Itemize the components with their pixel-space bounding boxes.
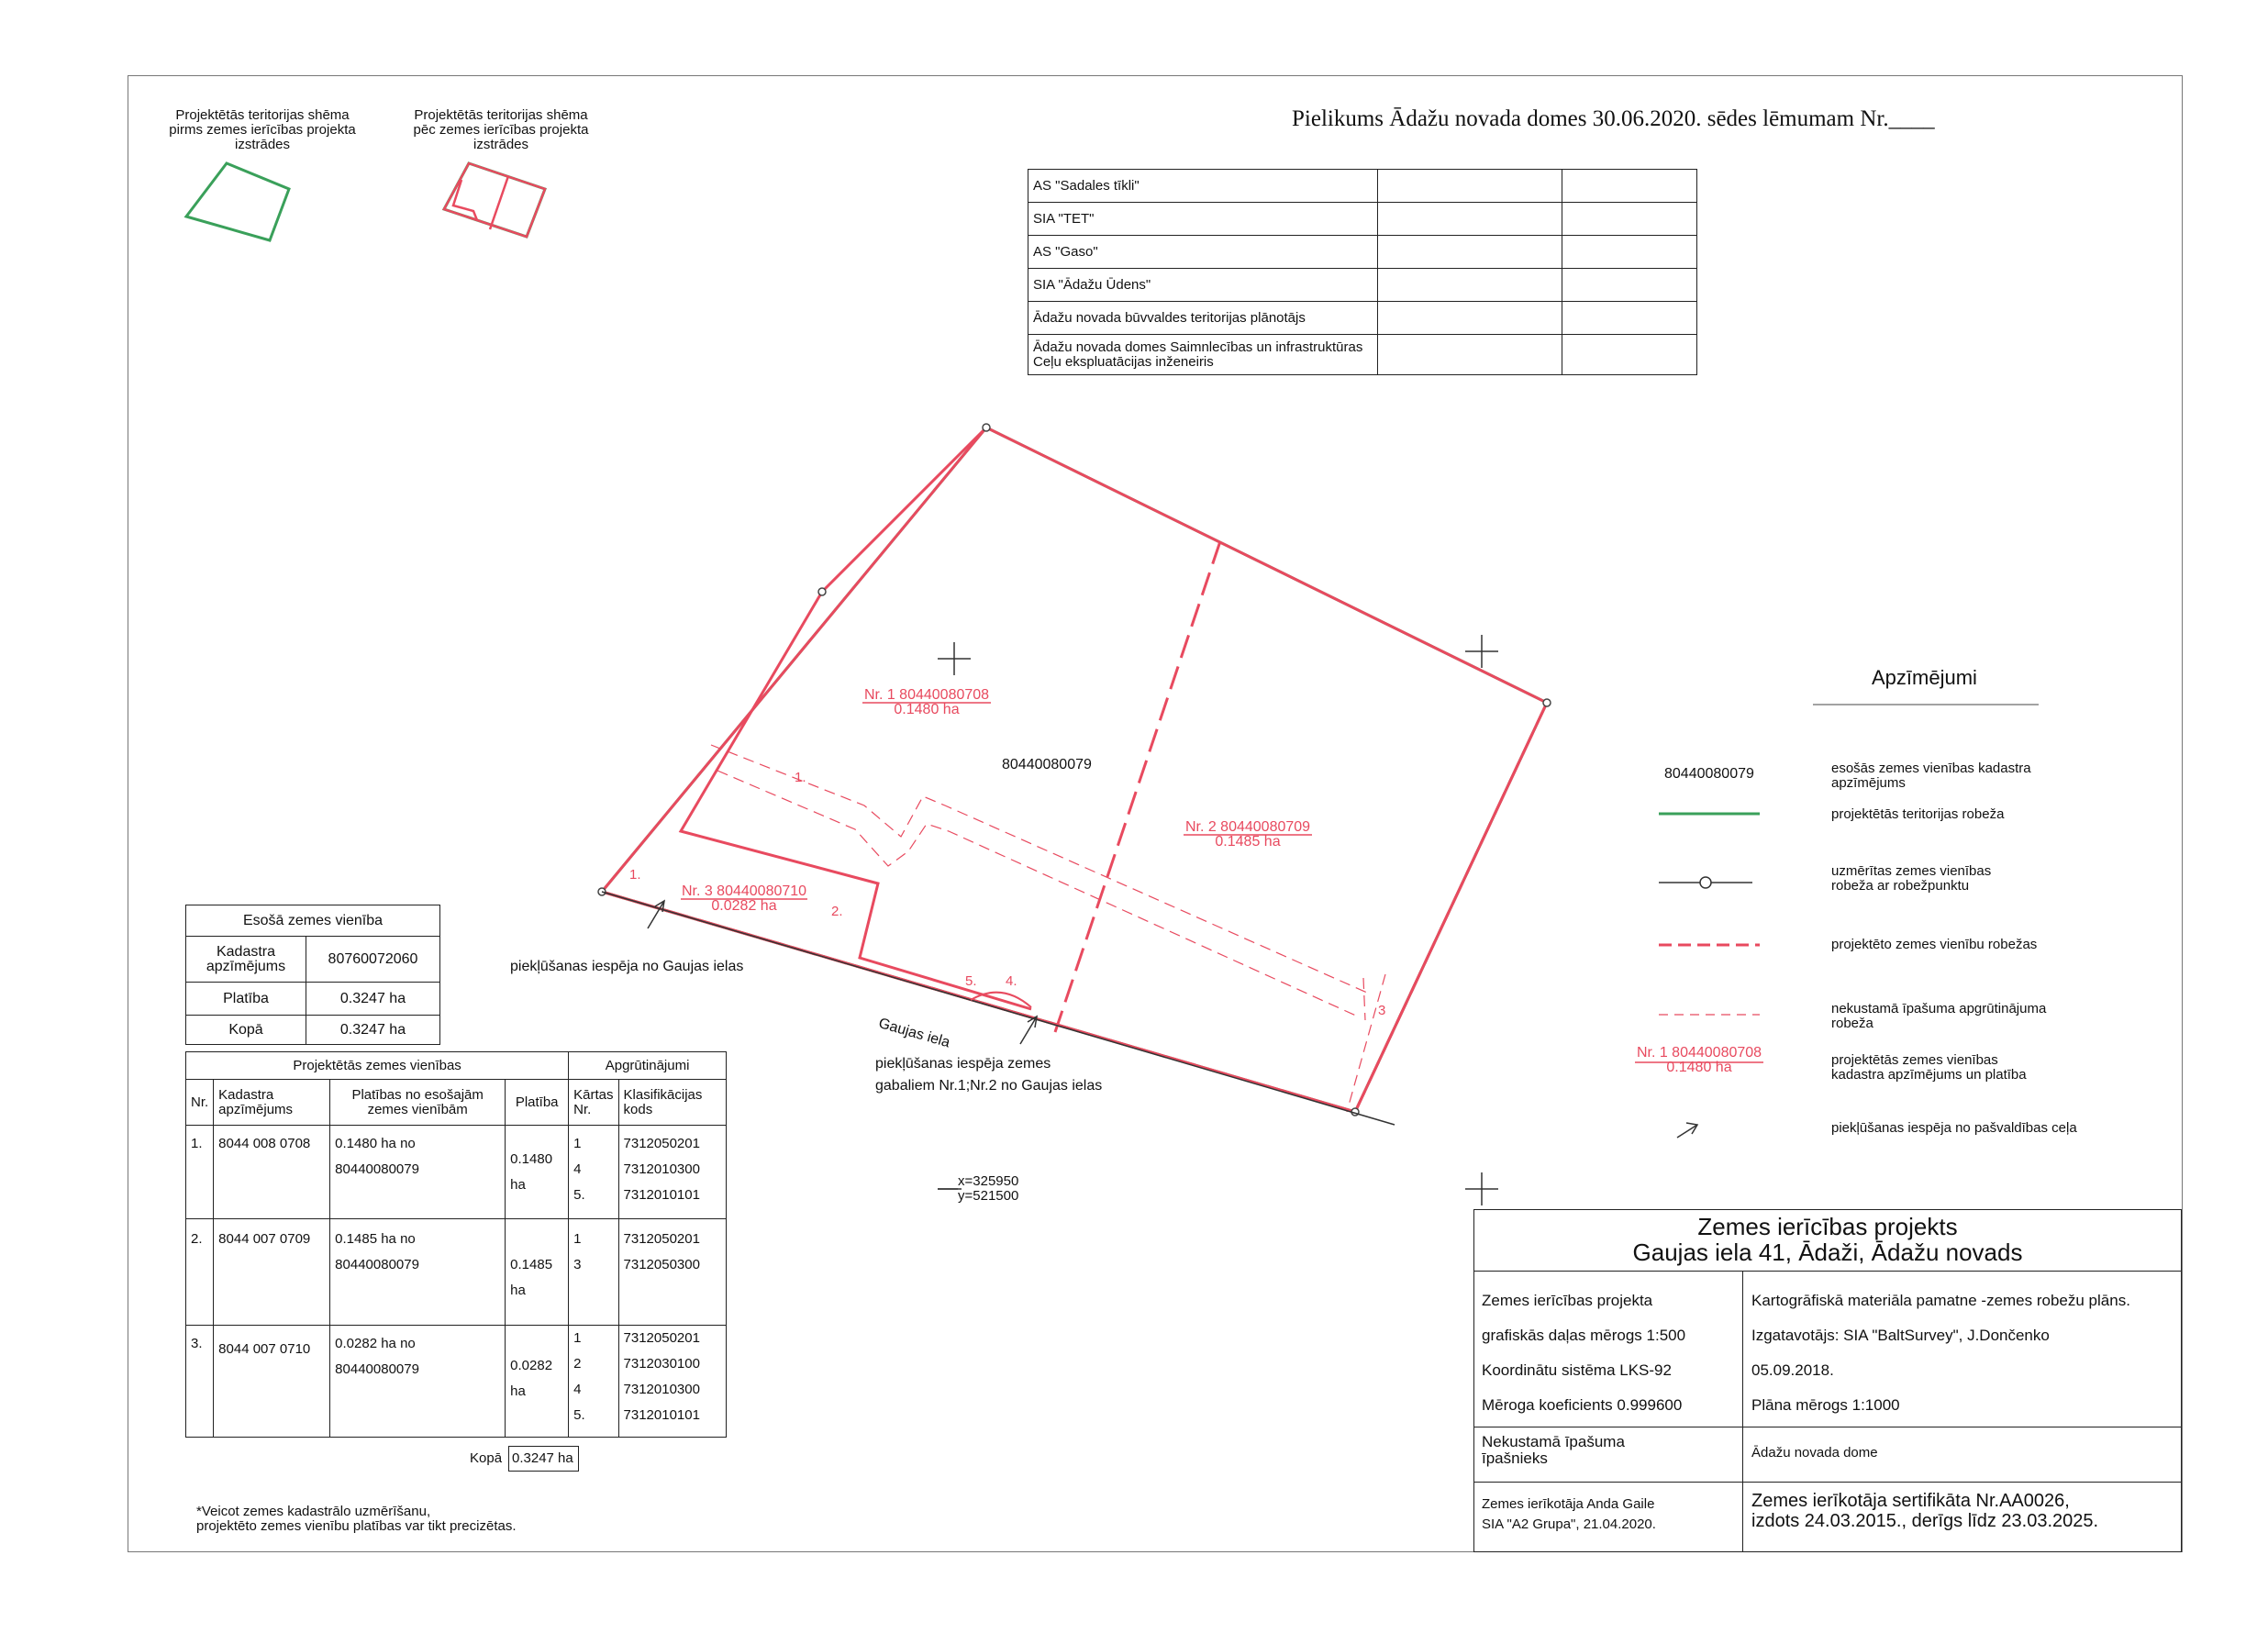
- legend-item-cadastre: [1831, 761, 2031, 791]
- enc-code: 7312010300: [623, 1161, 700, 1177]
- enc-code: 7312010101: [623, 1187, 700, 1203]
- parcel-3-number: Nr. 3 80440080710: [681, 883, 807, 899]
- approvals-table: [1028, 169, 1697, 375]
- legend-item-encumbrance-line-1: nekustamā īpašuma apgrūtinājuma: [1831, 1001, 2047, 1016]
- coordinate-y: y=521500: [958, 1188, 1019, 1204]
- legend-item-encumbrance-line-2: robeža: [1831, 1016, 1873, 1031]
- header-order: [569, 1080, 618, 1126]
- row-nr: 3.: [186, 1326, 214, 1438]
- encumbrances-title: Apgrūtinājumi: [569, 1052, 727, 1080]
- enc-order: 2: [573, 1356, 582, 1372]
- enc-order: 3: [573, 1257, 582, 1272]
- approval-name: Ādažu novada būvvaldes teritorijas plānotājs: [1028, 302, 1378, 335]
- access-note-1: piekļūšanas iespēja no Gaujas ielas: [510, 959, 744, 974]
- approval-name: AS "Gaso": [1028, 236, 1378, 269]
- coordinate-label: [958, 1174, 1018, 1204]
- enc-code: 7312010300: [623, 1382, 700, 1397]
- projected-units-title: Projektētās zemes vienības: [186, 1052, 569, 1080]
- table-row: [186, 1326, 727, 1438]
- project-scale: grafiskās daļas mērogs 1:500: [1482, 1327, 1686, 1344]
- projected-total-value: 0.3247 ha: [508, 1446, 579, 1472]
- enc-order: 1: [573, 1136, 582, 1151]
- encumbrance-number: 2.: [831, 904, 843, 919]
- row-code: [618, 1326, 726, 1438]
- parcel-3-label: [675, 884, 813, 914]
- title-block-vdivider: [1742, 1271, 1743, 1551]
- existing-area-label: Platība: [186, 983, 306, 1016]
- access-note-2-line-1: piekļūšanas iespēja zemes: [875, 1056, 1051, 1072]
- schema-after-line-3: izstrādes: [472, 137, 529, 152]
- legend-item-projected-code-line-1: projektētās zemes vienības: [1831, 1052, 1998, 1068]
- existing-cad-label-line-2: apzīmējums: [206, 958, 286, 974]
- header-code-line-1: Klasifikācijas: [623, 1086, 703, 1103]
- row-area: 0.1485 ha: [506, 1219, 569, 1326]
- schema-before-line-3: izstrādes: [234, 137, 291, 152]
- header-code: [618, 1080, 726, 1126]
- row-cad: 8044 007 0709: [214, 1219, 330, 1326]
- enc-code: 7312050201: [623, 1136, 700, 1151]
- parcel-1-area: 0.1480 ha: [894, 702, 960, 717]
- approval-name: SIA "Ādažu Ūdens": [1028, 269, 1378, 302]
- row-order: [569, 1219, 618, 1326]
- existing-total-label: Kopā: [186, 1016, 306, 1045]
- table-row: [186, 1219, 727, 1326]
- legend-item-measured-line-2: robeža ar robežpunktu: [1831, 878, 1970, 894]
- plan-scale: Plāna mērogs 1:1000: [1751, 1396, 1900, 1414]
- header-order-line-2: Nr.: [573, 1101, 592, 1117]
- existing-cad-label-line-1: Kadastra: [216, 943, 276, 960]
- street-name: Gaujas iela: [876, 1016, 952, 1051]
- enc-order: 4: [573, 1382, 582, 1397]
- enc-code: 7312050201: [623, 1330, 700, 1346]
- title-block-right-info: [1751, 1283, 2130, 1423]
- encumbrance-number: 3: [1378, 1003, 1386, 1018]
- schema-after-sketch: [444, 163, 545, 237]
- title-block-title: Zemes ierīcības projekts: [1697, 1213, 1958, 1240]
- header-cad-line-2: apzīmējums: [218, 1101, 294, 1117]
- legend-access-arrow-icon: [1677, 1123, 1697, 1138]
- existing-unit-table: [185, 905, 440, 1045]
- base-material: Kartogrāfiskā materiāla pamatne -zemes robežu plāns.: [1751, 1292, 2130, 1309]
- enc-order: 4: [573, 1161, 582, 1177]
- projected-units-table: [185, 1051, 727, 1438]
- enc-order: 1: [573, 1330, 582, 1346]
- access-note-2-line-2: gabaliem Nr.1;Nr.2 no Gaujas ielas: [875, 1078, 1103, 1094]
- surveyor-name: Zemes ierīkotāja Anda Gaile: [1482, 1496, 1655, 1512]
- footnote: [196, 1505, 517, 1534]
- header-from: [330, 1080, 506, 1126]
- legend-parcel-label: [1626, 1046, 1773, 1075]
- header-from-line-2: zemes vienībām: [367, 1101, 468, 1117]
- row-nr: 1.: [186, 1126, 214, 1219]
- enc-code: 7312050201: [623, 1231, 700, 1247]
- legend-item-projected: projektēto zemes vienību robežas: [1831, 937, 2038, 952]
- legend-measured-line: [1659, 877, 1752, 888]
- enc-order: 1: [573, 1231, 582, 1247]
- row-area: 0.1480 ha: [506, 1126, 569, 1219]
- enc-code: 7312010101: [623, 1407, 700, 1423]
- table-row: [186, 1126, 727, 1219]
- legend-parcel-area: 0.1480 ha: [1666, 1060, 1732, 1075]
- surveyor-company: SIA "A2 Grupa", 21.04.2020.: [1482, 1516, 1656, 1532]
- approval-name: AS "Sadales tīkli": [1028, 170, 1378, 203]
- legend-title: Apzīmējumi: [1872, 666, 1977, 689]
- title-block-left-info: [1482, 1283, 1685, 1423]
- existing-unit-title: Esošā zemes vienība: [186, 905, 440, 937]
- enc-code: 7312050300: [623, 1257, 700, 1272]
- producer: Izgatavotājs: SIA "BaltSurvey", J.Dončenko: [1751, 1327, 2050, 1344]
- row-cad: 8044 007 0710: [214, 1326, 330, 1438]
- row-area: 0.0282 ha: [506, 1326, 569, 1438]
- title-block-divider: [1474, 1271, 2181, 1272]
- title-block: [1473, 1209, 2182, 1552]
- encumbrance-number: 4.: [1006, 973, 1017, 989]
- legend-item-territory: projektētās teritorijas robeža: [1831, 806, 2005, 822]
- row-from: 0.1480 ha no 80440080079: [330, 1126, 506, 1219]
- footnote-line-1: *Veicot zemes kadastrālo uzmērīšanu,: [196, 1504, 431, 1519]
- legend-item-access: piekļūšanas iespēja no pašvaldības ceļa: [1831, 1120, 2077, 1136]
- row-order: [569, 1126, 618, 1219]
- access-note-2: [875, 1053, 1102, 1097]
- title-block-divider: [1474, 1482, 2181, 1483]
- schema-before-sketch: [186, 163, 289, 240]
- enc-code: 7312030100: [623, 1356, 700, 1372]
- row-from: 0.0282 ha no 80440080079: [330, 1326, 506, 1438]
- approval-name: Ādažu novada domes Saimnlecības un infrastruktūras Ceļu ekspluatācijas inženeiris: [1028, 335, 1378, 375]
- legend-item-measured-line-1: uzmērītas zemes vienības: [1831, 863, 1992, 879]
- row-from: 0.1485 ha no 80440080079: [330, 1219, 506, 1326]
- parcel-3-area: 0.0282 ha: [711, 898, 777, 914]
- existing-cad-value: 80760072060: [306, 937, 440, 983]
- owner-label-line-2: īpašnieks: [1482, 1450, 1548, 1467]
- attachment-title: Pielikums Ādažu novada domes 30.06.2020. sēdes lēmumam Nr.____: [1292, 106, 1935, 131]
- parcel-1-number: Nr. 1 80440080708: [863, 687, 990, 703]
- header-from-line-1: Platības no esošajām: [351, 1086, 484, 1103]
- legend-parcel-number: Nr. 1 80440080708: [1636, 1045, 1762, 1061]
- parcel-1-label: [853, 688, 1000, 717]
- legend-item-cadastre-line-2: apzīmējums: [1831, 775, 1906, 791]
- encumbrance-number: 1.: [795, 770, 806, 785]
- approval-name: SIA "TET": [1028, 203, 1378, 236]
- row-code: [618, 1219, 726, 1326]
- legend-item-encumbrance: [1831, 1002, 2046, 1031]
- header-order-line-1: Kārtas: [573, 1086, 614, 1103]
- schema-after-line-1: Projektētās teritorijas shēma: [414, 107, 588, 123]
- schema-before-line-2: pirms zemes ierīcības projekta: [169, 122, 356, 138]
- row-order: [569, 1326, 618, 1438]
- encumbrance-number: 1.: [629, 867, 641, 883]
- parcel-2-number: Nr. 2 80440080709: [1184, 819, 1311, 835]
- enc-order: 5.: [573, 1187, 585, 1203]
- owner-label: [1482, 1434, 1625, 1467]
- schema-after-line-2: pēc zemes ierīcības projekta: [413, 122, 589, 138]
- parcel-2-area: 0.1485 ha: [1215, 834, 1281, 850]
- legend-item-projected-code-line-2: kadastra apzīmējums un platība: [1831, 1067, 2027, 1083]
- title-block-subtitle: Gaujas iela 41, Ādaži, Ādažu novads: [1632, 1239, 2023, 1266]
- certificate: [1751, 1491, 2098, 1531]
- existing-cad-label: [186, 937, 306, 983]
- owner-label-line-1: Nekustamā īpašuma: [1482, 1433, 1625, 1450]
- project-info-line: Zemes ierīcības projekta: [1482, 1292, 1653, 1309]
- header-code-line-2: kods: [623, 1101, 653, 1117]
- schema-after-caption: [400, 108, 602, 152]
- header-area: Platība: [506, 1080, 569, 1126]
- projected-total-label: Kopā: [470, 1450, 503, 1466]
- encumbrance-number: 5.: [965, 973, 977, 989]
- scale-coefficient: Mēroga koeficients 0.999600: [1482, 1396, 1683, 1414]
- row-code: [618, 1126, 726, 1219]
- legend-item-projected-code: [1831, 1053, 2027, 1083]
- schema-before-caption: [161, 108, 363, 152]
- row-nr: 2.: [186, 1219, 214, 1326]
- row-cad: 8044 008 0708: [214, 1126, 330, 1219]
- coordinate-x: x=325950: [958, 1173, 1019, 1189]
- schema-before-line-1: Projektētās teritorijas shēma: [175, 107, 350, 123]
- legend-item-cadastre-line-1: esošās zemes vienības kadastra: [1831, 761, 2031, 776]
- header-nr: Nr.: [186, 1080, 214, 1126]
- parcel-main-code: 80440080079: [1002, 757, 1092, 772]
- produced-date: 05.09.2018.: [1751, 1361, 1834, 1379]
- certificate-line-2: izdots 24.03.2015., derīgs līdz 23.03.2025.: [1751, 1511, 2099, 1531]
- header-cad-line-1: Kadastra: [218, 1086, 274, 1103]
- enc-order: 5.: [573, 1407, 585, 1423]
- existing-area-value: 0.3247 ha: [306, 983, 440, 1016]
- existing-total-value: 0.3247 ha: [306, 1016, 440, 1045]
- parcel-2-label: [1174, 820, 1321, 850]
- header-cad: [214, 1080, 330, 1126]
- certificate-line-1: Zemes ierīkotāja sertifikāta Nr.AA0026,: [1751, 1491, 2070, 1511]
- surveyor: [1482, 1494, 1656, 1535]
- legend-item-measured: [1831, 864, 1991, 894]
- footnote-line-2: projektēto zemes vienību platības var tikt precizētas.: [196, 1518, 517, 1534]
- legend-parcel-code: 80440080079: [1664, 766, 1754, 782]
- coordinate-system: Koordinātu sistēma LKS-92: [1482, 1361, 1672, 1379]
- owner-name: Ādažu novada dome: [1751, 1445, 1878, 1461]
- grid-crosshair: [938, 635, 1498, 1205]
